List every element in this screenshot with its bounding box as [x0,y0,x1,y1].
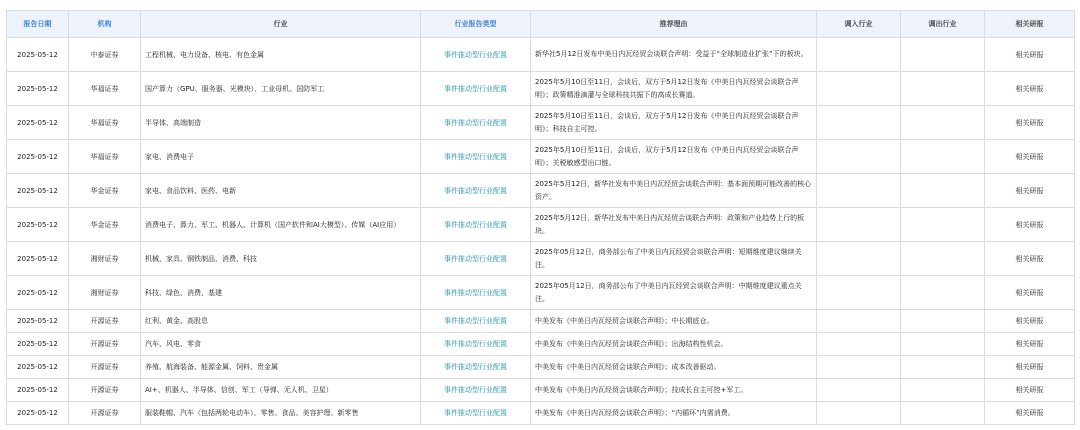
cell-industry-in [817,402,901,425]
cell-report-date: 2025-05-12 [7,310,69,333]
cell-institution: 开源证券 [69,379,141,402]
cell-industry-out [901,333,985,356]
related-reports-link[interactable]: 相关研报 [985,38,1075,72]
cell-reason: 2025年05月12日，商务部公布了中美日内瓦经贸会谈联合声明：短期维度建议继续关注。 [531,242,817,276]
cell-institution: 华福证券 [69,106,141,140]
cell-report-date: 2025-05-12 [7,356,69,379]
table-row [7,38,1075,72]
cell-institution: 湘财证券 [69,276,141,310]
header-industry: 行业 [141,11,421,38]
cell-industry-in [817,72,901,106]
header-industry-in: 调入行业 [817,11,901,38]
cell-reason: 中美发布《中美日内瓦经贸会谈联合声明》；中长期底仓。 [531,310,817,333]
cell-reason: 2025年5月10日至11日，会谈后，双方于5月12日发布《中美日内瓦经贸会谈联合声明》；关税敏感型出口链。 [531,140,817,174]
cell-industry: 养殖、航海装备、能源金属、饲料、贵金属 [141,356,421,379]
cell-reason: 2025年5月12日，新华社发布中美日内瓦经贸会谈联合声明：政策和产业趋势上行的板块。 [531,208,817,242]
cell-report-type: 事件推动型行业配置 [421,333,531,356]
related-reports-link[interactable]: 相关研报 [985,402,1075,425]
cell-industry: 半导体、高端制造 [141,106,421,140]
industry-recommendation-table [6,10,1075,425]
header-report-date[interactable]: 报告日期 [7,11,69,38]
table-row [7,333,1075,356]
cell-report-type: 事件推动型行业配置 [421,310,531,333]
table-row [7,356,1075,379]
related-reports-link[interactable]: 相关研报 [985,72,1075,106]
cell-report-type: 事件推动型行业配置 [421,276,531,310]
cell-industry-out [901,402,985,425]
table-body [7,38,1075,425]
cell-industry: 工程机械、电力设备、核电、有色金属 [141,38,421,72]
cell-report-date: 2025-05-12 [7,379,69,402]
cell-institution: 湘财证券 [69,242,141,276]
cell-industry: 消费电子、算力、军工、机器人、计算机（国产软件和AI大模型）、传媒（AI应用） [141,208,421,242]
cell-report-type: 事件推动型行业配置 [421,242,531,276]
table-row [7,140,1075,174]
related-reports-link[interactable]: 相关研报 [985,208,1075,242]
cell-industry: 服装鞋帽、汽车（包括两轮电动车）、零售、食品、美容护理、新零售 [141,402,421,425]
cell-institution: 中泰证券 [69,38,141,72]
cell-industry: AI+、机器人、半导体、信创、军工（导弹、无人机、卫星） [141,379,421,402]
cell-industry-out [901,310,985,333]
related-reports-link[interactable]: 相关研报 [985,140,1075,174]
cell-reason: 中美发布《中美日内瓦经贸会谈联合声明》；出海结构性机会。 [531,333,817,356]
related-reports-link[interactable]: 相关研报 [985,242,1075,276]
table-row [7,208,1075,242]
cell-industry-in [817,242,901,276]
cell-industry-out [901,140,985,174]
table-row [7,276,1075,310]
table-row [7,310,1075,333]
header-industry-out: 调出行业 [901,11,985,38]
related-reports-link[interactable]: 相关研报 [985,174,1075,208]
cell-report-type: 事件推动型行业配置 [421,140,531,174]
table-row [7,174,1075,208]
cell-industry-in [817,174,901,208]
cell-industry: 红利、黄金、高股息 [141,310,421,333]
table-row [7,379,1075,402]
cell-industry-in [817,310,901,333]
cell-reason: 2025年05月12日，商务部公布了中美日内瓦经贸会谈联合声明：中期维度建议重点关注。 [531,276,817,310]
cell-industry-out [901,174,985,208]
cell-industry-in [817,140,901,174]
cell-industry: 科技、绿色、消费、基建 [141,276,421,310]
cell-industry-out [901,242,985,276]
table-row [7,72,1075,106]
cell-report-date: 2025-05-12 [7,402,69,425]
cell-institution: 开源证券 [69,356,141,379]
cell-reason: 2025年5月12日，新华社发布中美日内瓦经贸会谈联合声明：基本面预期可能改善的核心资产。 [531,174,817,208]
cell-industry: 汽车、风电、零食 [141,333,421,356]
cell-report-date: 2025-05-12 [7,276,69,310]
cell-industry-out [901,72,985,106]
cell-report-date: 2025-05-12 [7,174,69,208]
table-row [7,402,1075,425]
related-reports-link[interactable]: 相关研报 [985,310,1075,333]
table-header-row [7,11,1075,38]
header-institution[interactable]: 机构 [69,11,141,38]
cell-industry-out [901,356,985,379]
header-related-reports: 相关研报 [985,11,1075,38]
header-report-type[interactable]: 行业报告类型 [421,11,531,38]
cell-industry-in [817,208,901,242]
cell-report-type: 事件推动型行业配置 [421,356,531,379]
cell-report-date: 2025-05-12 [7,140,69,174]
related-reports-link[interactable]: 相关研报 [985,379,1075,402]
cell-industry: 家电、食品饮料、医药、电新 [141,174,421,208]
cell-industry: 家电、消费电子 [141,140,421,174]
cell-report-type: 事件推动型行业配置 [421,72,531,106]
cell-report-type: 事件推动型行业配置 [421,208,531,242]
cell-report-date: 2025-05-12 [7,72,69,106]
cell-institution: 开源证券 [69,402,141,425]
related-reports-link[interactable]: 相关研报 [985,276,1075,310]
related-reports-link[interactable]: 相关研报 [985,333,1075,356]
cell-institution: 华金证券 [69,208,141,242]
table-row [7,106,1075,140]
related-reports-link[interactable]: 相关研报 [985,106,1075,140]
cell-report-date: 2025-05-12 [7,333,69,356]
table-row [7,242,1075,276]
cell-industry-in [817,379,901,402]
cell-report-date: 2025-05-12 [7,208,69,242]
related-reports-link[interactable]: 相关研报 [985,356,1075,379]
cell-industry-in [817,276,901,310]
cell-industry-in [817,333,901,356]
cell-industry-out [901,38,985,72]
cell-institution: 华福证券 [69,72,141,106]
cell-institution: 开源证券 [69,333,141,356]
cell-reason: 新华社5月12日发布中美日内瓦经贸会谈联合声明：受益于“全球制造业扩张”下的板块。 [531,38,817,72]
cell-report-type: 事件推动型行业配置 [421,38,531,72]
cell-reason: 中美发布《中美日内瓦经贸会谈联合声明》；技成长自主可控+军工。 [531,379,817,402]
cell-industry-out [901,106,985,140]
cell-report-date: 2025-05-12 [7,38,69,72]
cell-report-type: 事件推动型行业配置 [421,402,531,425]
cell-industry-in [817,356,901,379]
cell-industry-in [817,106,901,140]
cell-institution: 华福证券 [69,140,141,174]
cell-industry: 国产算力（GPU、服务器、光模块）、工业母机、国防军工 [141,72,421,106]
cell-industry-in [817,38,901,72]
cell-industry: 机械、家具、钢铁制品、消费、科技 [141,242,421,276]
cell-reason: 中美发布《中美日内瓦经贸会谈联合声明》；“内循环”内需消费。 [531,402,817,425]
cell-institution: 开源证券 [69,310,141,333]
cell-industry-out [901,276,985,310]
header-reason: 推荐理由 [531,11,817,38]
research-table-container [6,10,1074,425]
cell-industry-out [901,379,985,402]
cell-report-type: 事件推动型行业配置 [421,174,531,208]
cell-report-type: 事件推动型行业配置 [421,106,531,140]
cell-report-date: 2025-05-12 [7,242,69,276]
cell-reason: 中美发布《中美日内瓦经贸会谈联合声明》；成本改善驱动。 [531,356,817,379]
cell-reason: 2025年5月10日至11日，会谈后，双方于5月12日发布《中美日内瓦经贸会谈联合声明》；政策精准滴灌与全球科技共振下的高成长赛道。 [531,72,817,106]
cell-report-date: 2025-05-12 [7,106,69,140]
cell-institution: 华金证券 [69,174,141,208]
cell-report-type: 事件推动型行业配置 [421,379,531,402]
cell-industry-out [901,208,985,242]
cell-reason: 2025年5月10日至11日，会谈后，双方于5月12日发布《中美日内瓦经贸会谈联合声明》；科技自主可控。 [531,106,817,140]
